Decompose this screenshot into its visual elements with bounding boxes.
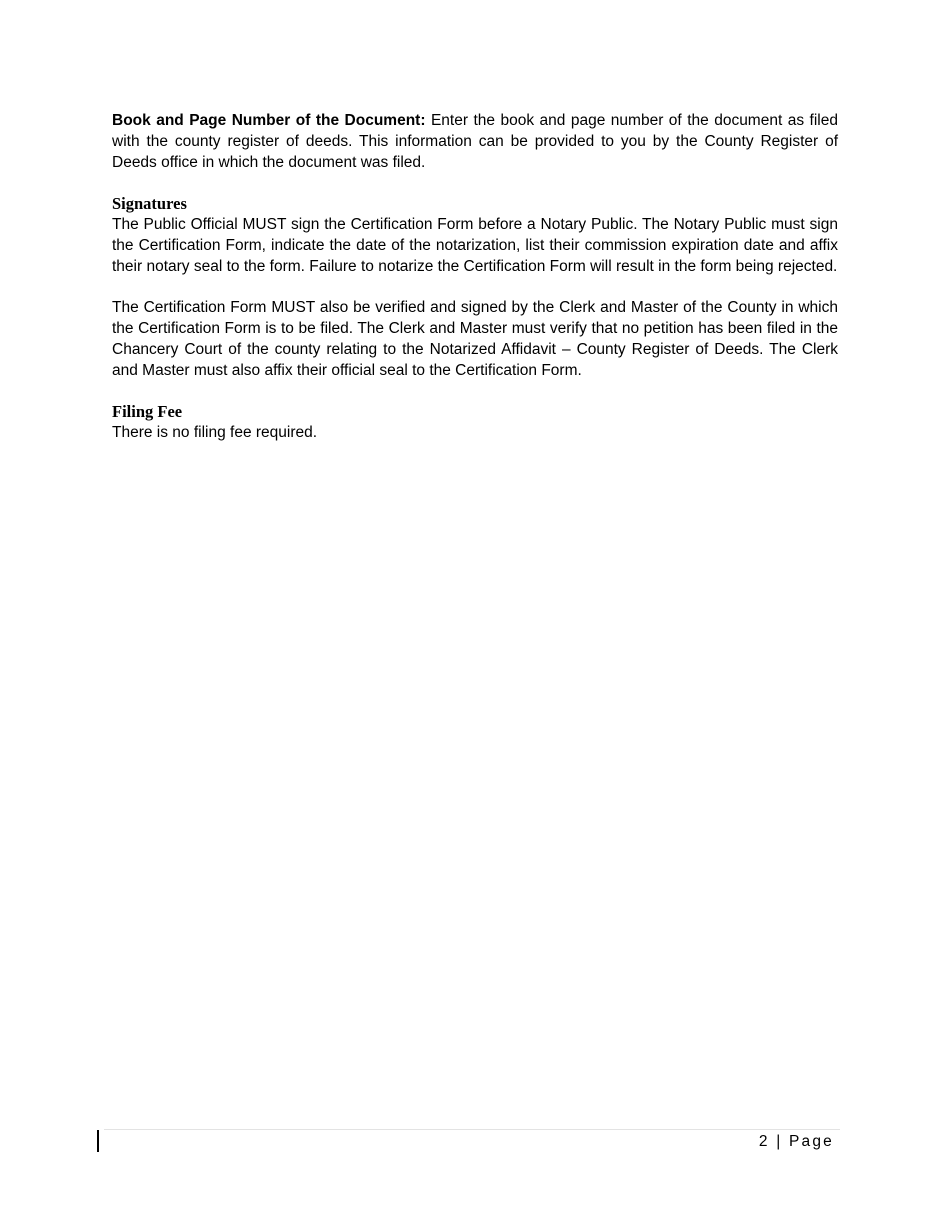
page-number: 2 [758, 1133, 770, 1150]
book-page-paragraph [112, 111, 838, 173]
page-footer [759, 1133, 834, 1151]
page-content [112, 111, 838, 444]
book-page-label: Book and Page Number of the Document: [112, 112, 426, 129]
signatures-paragraph-2: The Certification Form MUST also be verified and signed by the Clerk and Master of the County in which the Certification Form is to be filed. The Clerk and Master must verify that no petition has been filed in the Chancery Court of the county relating to the Notarized Affidavit – County Register of Deeds. The Clerk and Master must also affix their official seal to the Certification Form. [112, 299, 838, 379]
signatures-paragraph-1: The Public Official MUST sign the Certification Form before a Notary Public. The Notary Public must sign the Certification Form, indicate the date of the notarization, list their commission expiration date and affix their notary seal to the form. Failure to notarize the Certification Form will result in the form being rejected. [112, 215, 838, 275]
page-label: Page [789, 1133, 834, 1150]
signatures-heading: Signatures [112, 194, 187, 214]
footer-divider [104, 1129, 840, 1130]
filing-fee-heading: Filing Fee [112, 402, 183, 422]
page-separator: | [776, 1133, 783, 1150]
filing-fee-text: There is no filing fee required. [112, 423, 318, 441]
cursor-bar [97, 1130, 99, 1152]
book-page-text: Enter the book and page number of the document as filed with the county register of deeds. This information can be provided to you by the County Register of Deeds office in which the document was filed. [112, 112, 838, 171]
